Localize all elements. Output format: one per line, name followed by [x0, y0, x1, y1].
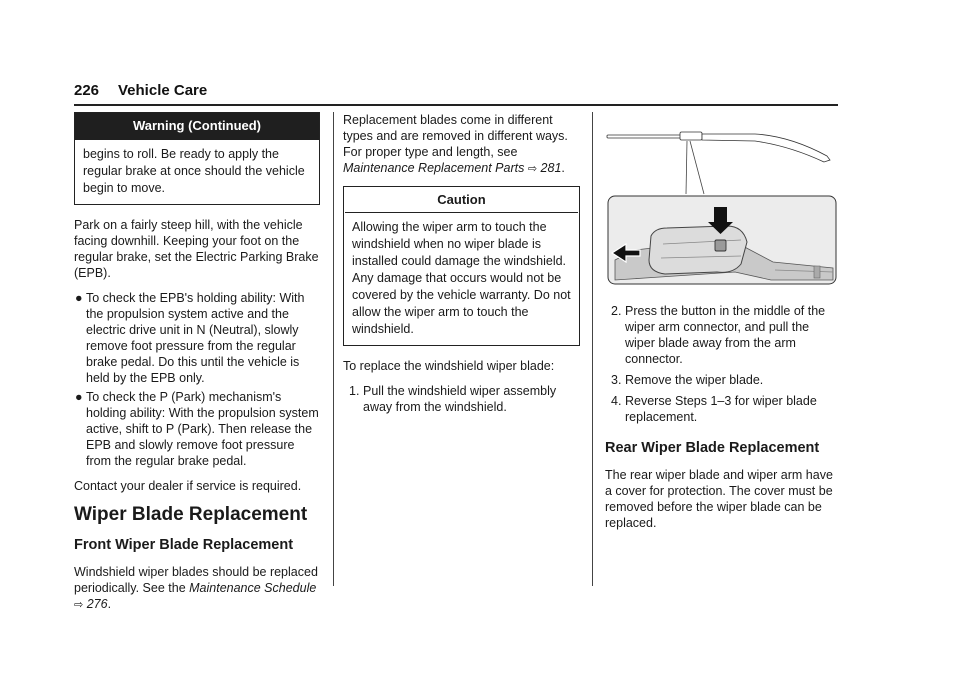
bullet-list — [74, 290, 320, 469]
paragraph: The rear wiper blade and wiper arm have a cover for protection. The cover must be removed before the wiper blade can be replaced. — [605, 468, 833, 530]
detail-clip — [814, 266, 820, 278]
paragraph: To replace the windshield wiper blade: — [343, 359, 555, 373]
page-header — [74, 83, 207, 99]
section-heading: Wiper Blade Replacement — [74, 504, 308, 525]
paragraph: Contact your dealer if service is required. — [74, 479, 302, 493]
warning-box — [74, 112, 320, 205]
page-number: 226 — [74, 82, 100, 99]
reference-link[interactable]: Maintenance Schedule — [189, 581, 317, 595]
column-divider — [592, 112, 593, 586]
reference-link[interactable]: Maintenance Replacement Parts — [343, 161, 525, 175]
paragraph-text: Windshield wiper blades should be replaced periodically. See the — [74, 565, 318, 595]
list-item — [605, 393, 838, 425]
caution-title: Caution — [345, 187, 578, 213]
step-text: Remove the wiper blade. — [625, 373, 764, 387]
paragraph — [343, 112, 580, 177]
list-item — [74, 290, 320, 386]
paragraph — [74, 564, 320, 613]
bullet-icon: ● — [75, 291, 83, 305]
caution-box — [343, 186, 580, 346]
wiper-blade-shape — [702, 134, 830, 162]
release-button-shape — [715, 240, 726, 251]
detail-connector-shape — [649, 226, 747, 274]
list-item — [74, 389, 320, 469]
warning-title: Warning (Continued) — [75, 113, 319, 140]
wiper-arm-shape — [607, 135, 682, 138]
column-3 — [605, 112, 838, 540]
list-item-text: To check the EPB's holding ability: With the propulsion system active and the electric drive unit in N (Neutral), slowly remove foot pressure from the regular brake pedal. Do this until the vehicle is held by the EPB only. — [86, 291, 305, 385]
leader-line — [686, 141, 687, 194]
paragraph: Park on a fairly steep hill, with the vehicle facing downhill. Keeping your foot on the regular brake, set the Electric Parking Brake (EPB). — [74, 218, 319, 280]
caution-text: Allowing the wiper arm to touch the windshield when no wiper blade is installed could damage the windshield. Any damage that occurs would not be covered by the vehicle warranty. Do not allow the wiper arm to touch the windshield. — [352, 220, 571, 336]
step-text: Reverse Steps 1–3 for wiper blade replacement. — [625, 394, 817, 424]
subsection-heading: Front Wiper Blade Replacement — [74, 537, 294, 553]
bullet-icon: ● — [75, 390, 83, 404]
step-list — [343, 383, 580, 415]
step-list — [605, 303, 838, 425]
page-ref-icon: ⇨ — [74, 599, 84, 611]
leader-line — [690, 141, 704, 194]
paragraph-end: . — [107, 597, 112, 611]
step-number: 4. — [611, 394, 622, 408]
column-divider — [333, 112, 334, 586]
step-text: Press the button in the middle of the wiper arm connector, and pull the wiper blade away from the arm connector. — [625, 304, 826, 366]
page-ref-number[interactable]: 281 — [540, 161, 562, 175]
list-item — [343, 383, 580, 415]
step-number: 1. — [349, 384, 360, 398]
step-number: 2. — [611, 304, 622, 318]
header-rule — [74, 104, 838, 106]
column-1 — [74, 112, 320, 622]
list-item — [605, 303, 838, 367]
warning-text: begins to roll. Be ready to apply the regular brake at once should the vehicle begin to move. — [83, 147, 305, 195]
list-item — [605, 372, 838, 388]
page-ref-icon: ⇨ — [527, 163, 538, 175]
list-item-text: To check the P (Park) mechanism's holding ability: With the propulsion system active, shift to P (Park). Then release the EPB and slowly remove foot pressure from the regular brake pedal. — [86, 390, 319, 468]
column-2 — [343, 112, 580, 420]
paragraph-text: Replacement blades come in different types and are removed in different ways. For proper type and length, see — [343, 113, 568, 159]
section-title: Vehicle Care — [118, 82, 208, 99]
paragraph-end: . — [561, 161, 565, 175]
step-text: Pull the windshield wiper assembly away from the windshield. — [363, 384, 557, 414]
page-ref-number[interactable]: 276 — [86, 597, 108, 611]
wiper-blade-illustration — [605, 112, 838, 287]
subsection-heading: Rear Wiper Blade Replacement — [605, 440, 820, 456]
step-number: 3. — [611, 373, 622, 387]
wiper-connector-shape — [680, 132, 702, 140]
